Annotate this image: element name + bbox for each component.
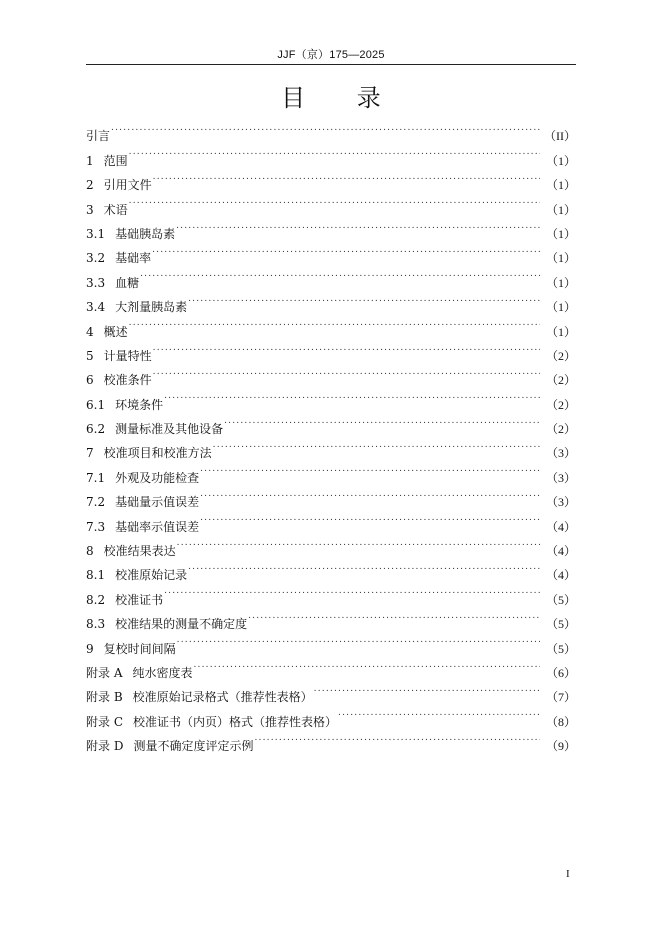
toc-entry-number: 7 [86, 446, 94, 461]
toc-entry-page: （4） [545, 544, 576, 559]
toc-leader-dots [153, 165, 540, 189]
toc-leader-dots [177, 628, 540, 652]
toc-entry-label: 引用文件 [103, 178, 152, 193]
toc-entry-label: 基础量示值误差 [115, 495, 200, 510]
toc-leader-dots [248, 604, 540, 628]
toc-leader-dots [254, 726, 540, 750]
toc-entry-number: 2 [86, 178, 94, 193]
table-of-contents [86, 116, 576, 754]
toc-entry[interactable] [86, 384, 576, 412]
toc-entry-page: （1） [545, 178, 576, 193]
toc-leader-dots [200, 457, 540, 481]
toc-entry-page: （4） [545, 568, 576, 583]
toc-title: 目 录 [281, 84, 403, 112]
toc-entry[interactable] [86, 165, 576, 193]
toc-entry-label: 概述 [103, 324, 128, 339]
toc-entry-number: 8 [86, 544, 94, 559]
toc-leader-dots [153, 336, 540, 360]
toc-leader-dots [129, 189, 540, 213]
toc-leader-dots [194, 653, 541, 677]
toc-leader-dots [164, 579, 540, 603]
toc-entry-label: 测量标准及其他设备 [115, 422, 224, 437]
toc-entry-number: 3.3 [86, 275, 106, 290]
toc-entry-label: 纯水密度表 [132, 665, 193, 680]
toc-leader-dots [224, 409, 540, 433]
toc-entry-label: 校准原始记录 [115, 568, 188, 583]
toc-entry-label: 环境条件 [115, 397, 164, 412]
toc-entry-label: 校准原始记录格式（推荐性表格） [132, 690, 313, 705]
toc-entry-number: 4 [86, 324, 94, 339]
toc-leader-dots [129, 140, 540, 164]
toc-entry-page: （2） [545, 348, 576, 363]
toc-entry-label: 校准结果的测量不确定度 [115, 617, 248, 632]
toc-entry-label: 基础率示值误差 [115, 519, 200, 534]
toc-entry-page: （II） [544, 129, 576, 144]
toc-entry-label: 基础率 [115, 251, 152, 266]
toc-entry-number: 7.1 [86, 470, 106, 485]
toc-entry-number: 6.2 [86, 422, 106, 437]
toc-entry-number: 3.1 [86, 226, 106, 241]
toc-entry-number: 3.4 [86, 300, 106, 315]
toc-entry-number: 附录 A [86, 665, 123, 680]
toc-entry[interactable] [86, 189, 576, 217]
toc-entry[interactable] [86, 360, 576, 388]
toc-entry-number: 3.2 [86, 251, 106, 266]
toc-entry-page: （1） [545, 202, 576, 217]
toc-entry-label: 校准证书 [115, 592, 164, 607]
toc-leader-dots [314, 677, 540, 701]
toc-entry-page: （1） [545, 300, 576, 315]
toc-entry-page: （1） [545, 275, 576, 290]
toc-entry[interactable] [86, 140, 576, 168]
toc-entry-label: 基础胰岛素 [115, 226, 176, 241]
toc-entry[interactable] [86, 336, 576, 363]
toc-entry-label: 测量不确定度评定示例 [133, 739, 254, 754]
toc-leader-dots [111, 116, 540, 140]
toc-entry-label: 大剂量胰岛素 [115, 300, 188, 315]
toc-entry-page: （3） [545, 446, 576, 461]
toc-entry-number: 7.3 [86, 519, 106, 534]
toc-entry-label: 计量特性 [103, 348, 152, 363]
toc-entry-page: （7） [545, 690, 576, 705]
toc-entry-number: 7.2 [86, 495, 106, 510]
toc-entry-label: 血糖 [115, 275, 140, 290]
toc-entry-number: 1 [86, 153, 94, 168]
running-header: JJF（京）175—2025 [277, 49, 385, 61]
toc-entry-label: 外观及功能检查 [115, 470, 200, 485]
toc-leader-dots [152, 238, 540, 262]
toc-entry[interactable] [86, 287, 576, 315]
toc-entry-page: （5） [545, 592, 576, 607]
toc-entry[interactable] [86, 262, 576, 290]
toc-entry-label: 校准条件 [103, 373, 152, 388]
toc-entry-number: 附录 B [86, 690, 123, 705]
toc-entry-number: 8.2 [86, 592, 106, 607]
toc-leader-dots [188, 555, 540, 579]
toc-entry-number: 9 [86, 641, 94, 656]
toc-entry-label: 校准项目和校准方法 [103, 446, 212, 461]
toc-entry-label: 引言 [86, 129, 111, 144]
toc-entry-page: （3） [545, 470, 576, 485]
toc-entry-label: 校准证书（内页）格式（推荐性表格） [133, 714, 338, 729]
toc-entry-number: 6.1 [86, 397, 106, 412]
toc-entry-page: （1） [545, 153, 576, 168]
toc-entry-page: （5） [545, 617, 576, 632]
toc-entry-number: 8.1 [86, 568, 106, 583]
toc-leader-dots [176, 214, 540, 238]
toc-entry-page: （2） [545, 422, 576, 437]
toc-entry-page: （1） [545, 324, 576, 339]
toc-leader-dots [129, 311, 540, 335]
toc-leader-dots [200, 506, 540, 530]
toc-entry-page: （3） [545, 495, 576, 510]
toc-entry-number: 8.3 [86, 617, 106, 632]
toc-entry-number: 6 [86, 373, 94, 388]
toc-entry-number: 3 [86, 202, 94, 217]
toc-entry-page: （9） [545, 739, 576, 754]
toc-entry-page: （1） [545, 251, 576, 266]
toc-entry-label: 校准结果表达 [103, 544, 176, 559]
toc-leader-dots [200, 482, 540, 506]
toc-entry-page: （2） [545, 373, 576, 388]
toc-entry-page: （1） [545, 226, 576, 241]
toc-entry-introduction[interactable] [86, 116, 576, 144]
toc-entry-label: 范围 [103, 153, 128, 168]
toc-leader-dots [177, 531, 540, 555]
toc-entry-page: （8） [545, 714, 576, 729]
header-rule [86, 64, 576, 65]
toc-entry[interactable] [86, 311, 576, 339]
page-number: I [566, 868, 570, 880]
toc-leader-dots [164, 384, 540, 408]
toc-entry-label: 复校时间间隔 [103, 641, 176, 656]
toc-entry[interactable] [86, 214, 576, 241]
toc-entry-number: 附录 C [86, 714, 123, 729]
toc-leader-dots [338, 701, 540, 725]
toc-leader-dots [153, 360, 540, 384]
toc-entry-number: 附录 D [86, 739, 124, 754]
toc-entry-page: （2） [545, 397, 576, 412]
toc-leader-dots [140, 262, 540, 286]
toc-entry-page: （4） [545, 519, 576, 534]
toc-leader-dots [213, 433, 540, 457]
toc-leader-dots [188, 287, 540, 311]
toc-entry-label: 术语 [103, 202, 128, 217]
toc-entry-page: （5） [545, 641, 576, 656]
toc-entry-number: 5 [86, 348, 94, 363]
toc-entry[interactable] [86, 238, 576, 266]
toc-entry-page: （6） [545, 665, 576, 680]
